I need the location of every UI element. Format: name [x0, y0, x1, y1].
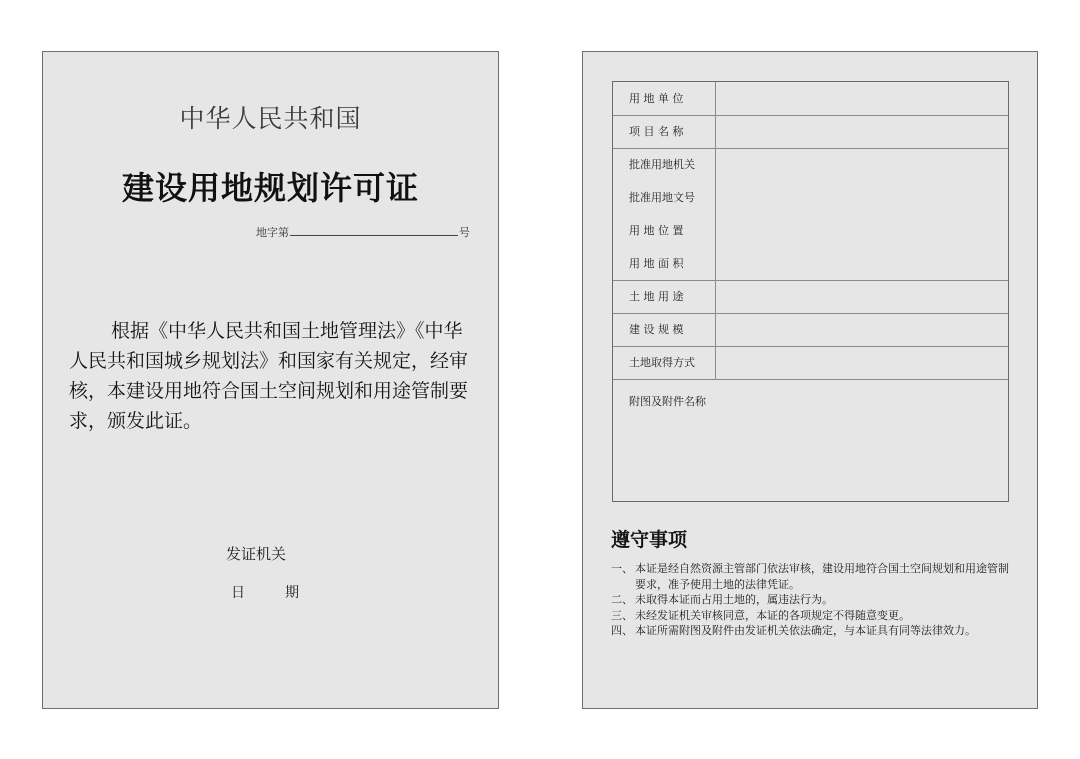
row-label: 批准用地机关: [613, 148, 716, 181]
issuing-authority-label: 发证机关: [226, 545, 287, 563]
table-row: [613, 247, 1008, 280]
row-value-field: [717, 247, 1008, 280]
row-value-field: [717, 148, 1008, 181]
row-value-field: [717, 280, 1008, 313]
rules-list: [611, 561, 1013, 639]
row-label: 项 目 名 称: [613, 115, 716, 148]
table-row: [613, 346, 1008, 379]
row-label: 用 地 位 置: [613, 214, 716, 247]
land-info-table: [612, 81, 1009, 502]
number-blank: [290, 225, 458, 236]
table-divider: [613, 379, 1008, 380]
country-name: 中华人民共和国: [179, 104, 362, 133]
rule-number: 四、: [611, 624, 633, 637]
attachment-label: 附图及附件名称: [629, 395, 706, 408]
row-label: 批准用地文号: [613, 181, 716, 214]
date-label: [231, 582, 299, 602]
certificate-body-text: 根据《中华人民共和国土地管理法》《中华人民共和国城乡规划法》和国家有关规定，经审核，本建设用地符合国土空间规划和用途管制要求，颁发此证。: [69, 320, 469, 432]
rules-title: 遵守事项: [611, 529, 688, 551]
row-value-field: [717, 214, 1008, 247]
rule-number: 二、: [611, 593, 633, 606]
list-item: [611, 561, 1013, 592]
table-row: [613, 115, 1008, 148]
row-label: 土地取得方式: [613, 346, 716, 379]
certificate-title: 建设用地规划许可证: [121, 169, 419, 207]
table-row: [613, 82, 1008, 115]
table-row: [613, 148, 1008, 181]
row-label: 土 地 用 途: [613, 280, 716, 313]
row-value-field: [717, 181, 1008, 214]
row-value-field: [717, 313, 1008, 346]
rule-text: 本证是经自然资源主管部门依法审核，建设用地符合国土空间规划和用途管制要求，准予使用土地的法律凭证。: [635, 562, 1009, 591]
row-label: 用 地 单 位: [613, 82, 716, 115]
certificate-cover-page: [42, 51, 499, 709]
table-divider: [613, 280, 1008, 281]
row-value-field: [717, 346, 1008, 379]
rule-text: 未经发证机关审核同意，本证的各项规定不得随意变更。: [635, 608, 910, 622]
row-value-field: [717, 82, 1008, 115]
list-item: [611, 592, 1013, 608]
rule-text: 本证所需附图及附件由发证机关依法确定，与本证具有同等法律效力。: [635, 624, 976, 637]
list-item: [611, 623, 1013, 639]
table-divider: [613, 115, 1008, 116]
number-prefix: 地字第: [256, 226, 289, 239]
certificate-detail-page: [582, 51, 1038, 709]
date-label-day: 日: [231, 585, 245, 601]
list-item: [611, 608, 1013, 624]
table-row: [613, 214, 1008, 247]
table-divider: [613, 346, 1008, 347]
rule-number: 一、: [611, 562, 633, 575]
row-value-field: [717, 115, 1008, 148]
table-row: [613, 280, 1008, 313]
rule-number: 三、: [611, 608, 633, 622]
rule-text: 未取得本证而占用土地的，属违法行为。: [635, 593, 833, 606]
table-divider: [613, 148, 1008, 149]
number-suffix: 号: [459, 226, 470, 239]
row-label: 建 设 规 模: [613, 313, 716, 346]
row-label: 用 地 面 积: [613, 247, 716, 280]
table-row: [613, 313, 1008, 346]
date-label-period: 期: [285, 585, 299, 601]
table-row: [613, 181, 1008, 214]
table-divider: [613, 313, 1008, 314]
certificate-number-line: [256, 224, 470, 240]
